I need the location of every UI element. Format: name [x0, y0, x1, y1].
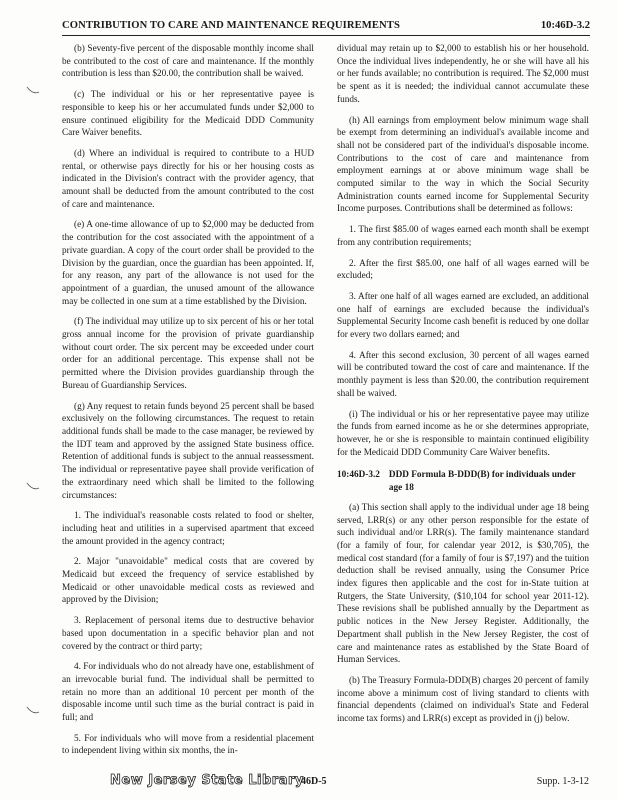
paragraph: (a) This section shall apply to the individual under age 18 being served, LRR(s) or any other person responsible for the estate of such individual and/or LRR(s). The family maintenance standard (for a family of four, for calendar year 2012, is $30,705), the medical cost standard (for a family of four is $7,197) and the tuition deduction shall be revised annually, using the Consumer Price index figures then applicable and the cost for in-State tuition at Rutgers, the State University, ($10,104 for school year 2011-12). These revisions shall be published annually by the Department as public notices in the New Jersey Register. Additionally, the Department shall publish in the New Jersey Register, the cost of care and maintenance rates as established by the State Board of Human Services.: [337, 502, 589, 666]
supplement-date: Supp. 1-3-12: [536, 776, 589, 787]
paragraph: (e) A one-time allowance of up to $2,000 may be deducted from the contribution for the cost associated with the appointment of a private guardian. A copy of the court order shall be provided to the Division by the guardian, once the guardian has been appointed. If, for any reason, any part of the allowance is not used for the appointment of a guardian, the unused amount of the allowance may be collected in one sum at a time established by the Division.: [62, 220, 314, 307]
header-section-number: 10:46D-3.2: [540, 20, 590, 31]
paragraph: (i) The individual or his or her representative payee may utilize the funds from earned income as he or she determines appropriate, however, he or she is responsible to maintain continued eligibility for the Medicaid DDD Community Care Waiver benefits.: [337, 409, 589, 458]
list-item: 3. After one half of all wages earned are excluded, an additional one half of earnings are excluded because the individual's Supplemental Security Income cash benefit is reduced by one dollar for every two dollars earned; and: [337, 291, 589, 341]
right-column: [337, 43, 589, 734]
left-column: [62, 43, 314, 766]
margin-mark: [26, 480, 40, 492]
paragraph: (b) The Treasury Formula-DDD(B) charges 20 percent of family income above a minimum cost of living standard to clients with financial dependents (claimed on individual's State and Federal income tax forms) and LRR(s) except as provided in (j) below.: [337, 675, 589, 725]
paragraph: (b) Seventy-five percent of the disposable monthly income shall be contributed to the cost of care and maintenance. If the monthly contribution is less than $20.00, the contribution shall be waived.: [62, 44, 314, 80]
section-number: 10:46D-3.2: [337, 470, 380, 481]
paragraph: (f) The individual may utilize up to six percent of his or her total gross annual income for the provision of private guardianship without court order. The six percent may be exceeded under court order for an additional percentage. This expense shall not be permitted where the Division provides guardianship through the Bureau of Guardianship Services.: [62, 317, 314, 391]
section-heading: [337, 469, 589, 493]
list-item: 5. For individuals who will move from a residential placement to independent living within six months, the in-: [62, 733, 314, 757]
list-item: 2. After the first $85.00, one half of all wages earned will be excluded;: [337, 258, 589, 282]
paragraph: (d) Where an individual is required to contribute to a HUD rental, or otherwise pays directly for his or her housing costs as indicated in the Division's contract with the provider agency, that amount shall be deducted from the amount contributed to the cost of care and maintenance.: [62, 148, 314, 210]
page-number: 46D-5: [301, 776, 327, 787]
list-item: 4. After this second exclusion, 30 percent of all wages earned will be contributed toward the cost of care and maintenance. If the monthly payment is less than $20.00, the contribution requirement shall be waived.: [337, 350, 589, 399]
paragraph: (c) The individual or his or her representative payee is responsible to keep his or her accumulated funds under $2,000 to ensure continued eligibility for the Medicaid DDD Community Care Waiver benefits.: [62, 90, 314, 139]
margin-mark: [26, 704, 40, 716]
margin-mark: [26, 84, 40, 96]
header-title: CONTRIBUTION TO CARE AND MAINTENANCE REQUIREMENTS: [62, 20, 400, 31]
list-item: 3. Replacement of personal items due to destructive behavior based upon documentation in a specific behavior plan and not covered by the contract or third party;: [62, 616, 314, 652]
library-stamp: New Jersey State Library: [110, 773, 304, 788]
paragraph: (h) All earnings from employment below minimum wage shall be exempt from determining an individual's available income and shall not be considered part of the individual's disposable income. Contributions to the cost of care and maintenance from employment earnings at or above minimum wage shall be computed similar to the way in which the Social Security Administration counts earned income for Supplemental Security Income purposes. Contributions shall be determined as follows:: [337, 115, 589, 215]
section-title: DDD Formula B-DDD(B) for individuals under age 18: [388, 470, 576, 493]
list-item: 2. Major "unavoidable" medical costs that are covered by Medicaid but exceed the frequency of service established by Medicaid or other unavoidable medical costs as reviewed and approved by the Division;: [62, 557, 314, 606]
paragraph: (g) Any request to retain funds beyond 25 percent shall be based exclusively on the following circumstances. The request to retain additional funds shall be made to the case manager, be reviewed by the IDT team and approved by the assigned State business office. Retention of additional funds is subject to the annual reassessment. The individual or representative payee shall provide verification of the extraordinary need which shall be limited to the following circumstances:: [62, 401, 314, 501]
paragraph: dividual may retain up to $2,000 to establish his or her household. Once the individual lives independently, he or she will have all his or her funds available; no contribution is required. The $2,000 must be spent as it is needed; the individual cannot accumulate these funds.: [337, 44, 589, 105]
list-item: 4. For individuals who do not already have one, establishment of an irrevocable burial fund. The individual shall be permitted to retain no more than an additional 10 percent per month of the disposable income until such time as the burial contract is paid in full; and: [62, 662, 314, 724]
list-item: 1. The individual's reasonable costs related to food or shelter, including heat and utilities in a supervised apartment that exceed the amount provided in the agency contract;: [62, 511, 314, 547]
running-header: [62, 17, 590, 36]
list-item: 1. The first $85.00 of wages earned each month shall be exempt from any contribution requirements;: [337, 225, 589, 248]
